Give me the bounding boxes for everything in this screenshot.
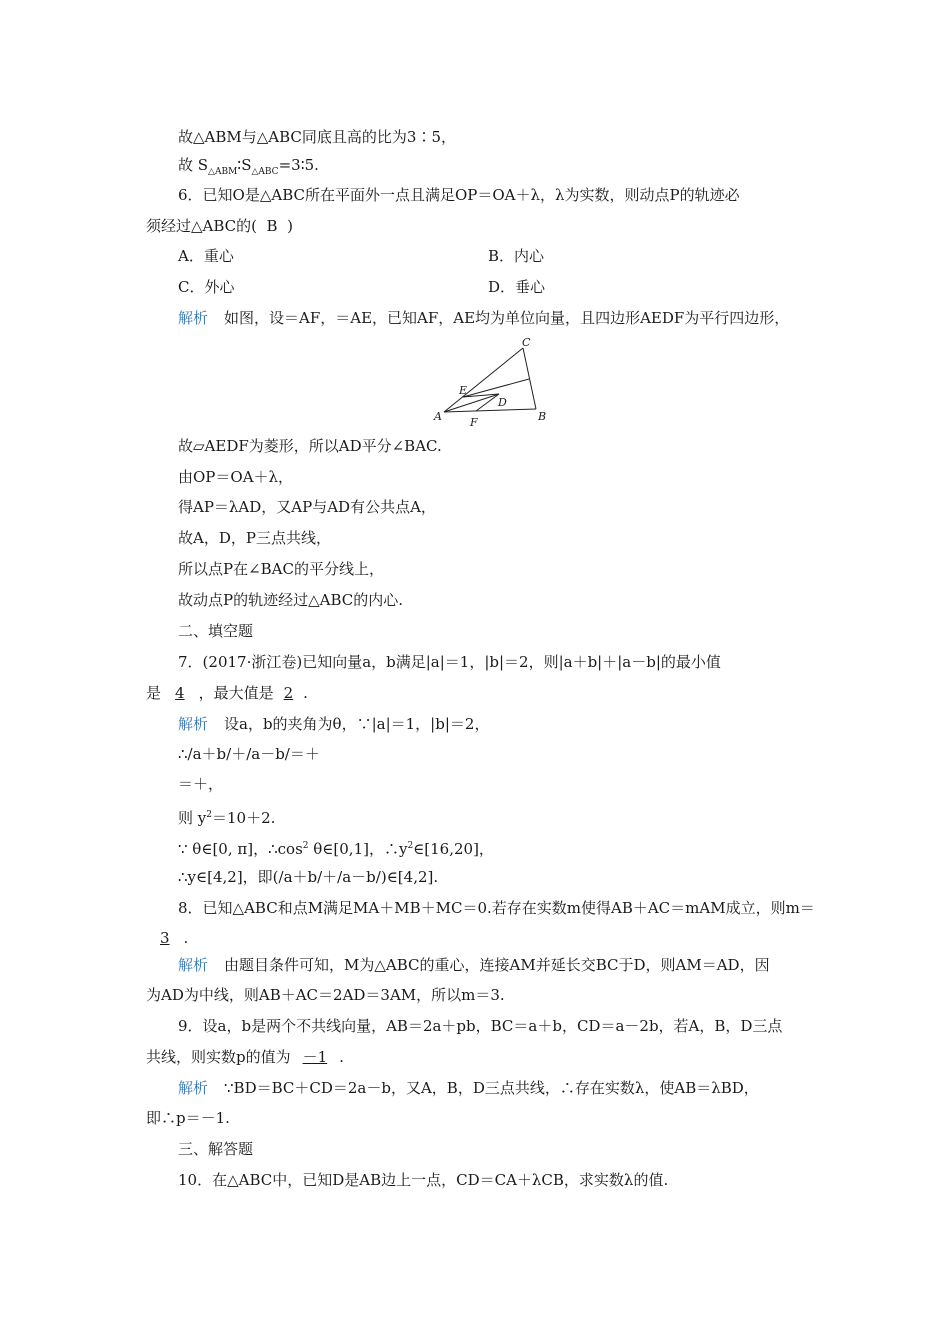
jiexi-label: 解析 — [178, 309, 209, 327]
subscript: △ABM — [208, 167, 238, 177]
solution-6-line: 故动点P的轨迹经过△ABC的内心. — [178, 591, 404, 609]
triangle-figure — [430, 336, 560, 428]
answer-blank: 2 — [283, 684, 294, 702]
side-ab — [444, 409, 536, 412]
solution-8-line: 为AD为中线，则AB＋AC＝2AD＝3AM，所以m＝3. — [146, 986, 505, 1004]
text-fragment: 须经过△ABC的( — [146, 217, 257, 235]
fd-segment — [476, 394, 499, 411]
solution-7-line — [178, 835, 494, 860]
question-7-text — [146, 682, 308, 704]
text-line — [178, 154, 319, 183]
question-6-text — [146, 215, 293, 237]
text-fragment: . — [303, 684, 308, 702]
section-heading: 三、解答题 — [178, 1140, 254, 1158]
choice-b: B．内心 — [488, 247, 545, 265]
text-fragment: 共线，则实数p的值为 — [146, 1048, 291, 1066]
solution-7 — [178, 713, 489, 735]
superscript: 2 — [302, 841, 309, 851]
side-bc — [523, 348, 536, 409]
solution-9-line: 即∴p＝－1. — [146, 1109, 230, 1127]
text-fragment: θ∈[0,1]，∴y — [308, 840, 408, 858]
label-b: B — [538, 410, 547, 423]
text-fragment: 由题目条件可知，M为△ABC的重心，连接AM并延长交BC于D，则AM＝AD，因 — [224, 956, 770, 974]
solution-6-line: 故A，D，P三点共线， — [178, 529, 331, 547]
question-8-text — [146, 927, 188, 949]
answer-blank: 3 — [160, 929, 170, 947]
side-ac — [444, 348, 523, 412]
question-9-text — [146, 1046, 344, 1068]
text-fragment: ∈[16,20]， — [413, 840, 494, 858]
label-a: A — [434, 410, 442, 423]
section-heading: 二、填空题 — [178, 622, 254, 640]
text-fragment: . — [183, 929, 189, 947]
solution-9 — [178, 1077, 759, 1099]
text-fragment: ，最大值是 — [198, 684, 274, 702]
solution-7-line: ＝＋， — [178, 775, 224, 793]
label-f: F — [470, 416, 478, 428]
text-fragment: ＝10＋2. — [211, 809, 276, 827]
question-10-text: 10．在△ABC中，已知D是AB边上一点，CD＝CA＋λCB，求实数λ的值. — [178, 1171, 669, 1189]
solution-7-line: ∴/a＋b/＋/a－b/＝＋ — [178, 745, 320, 763]
jiexi-label: 解析 — [178, 715, 209, 733]
text-fragment: =3∶5. — [278, 156, 319, 174]
answer-blank: －1 — [302, 1048, 328, 1066]
question-9-text: 9．设a，b是两个不共线向量，AB＝2a＋pb，BC＝a＋b，CD＝a－2b，若A，B，D三点 — [178, 1017, 783, 1035]
text-fragment: ∵BD＝BC＋CD＝2a－b，又A，B，D三点共线，∴存在实数λ，使AB＝λBD， — [224, 1079, 759, 1097]
label-e: E — [459, 384, 468, 397]
text-fragment: 则 y — [178, 809, 207, 827]
solution-7-line: ∴y∈[4,2]，即(/a＋b/＋/a－b/)∈[4,2]. — [178, 868, 439, 886]
answer: B — [266, 217, 278, 235]
text-fragment: ) — [287, 217, 293, 235]
text-fragment: 是 — [146, 684, 162, 702]
solution-7-line — [178, 804, 275, 829]
text-fragment: 故 S — [178, 156, 209, 174]
solution-6-line: 故▱AEDF为菱形，所以AD平分∠BAC. — [178, 437, 442, 455]
solution-6-line: 由OP＝OA＋λ， — [178, 468, 294, 486]
jiexi-label: 解析 — [178, 1079, 209, 1097]
text-fragment: ∵ θ∈[0, π]，∴cos — [178, 840, 303, 858]
subscript: △ABC — [251, 167, 279, 177]
question-6-text: 6．已知O是△ABC所在平面外一点且满足OP＝OA＋λ，λ为实数，则动点P的轨迹必 — [178, 186, 740, 204]
solution-8 — [178, 954, 770, 976]
answer-blank: 4 — [175, 684, 185, 702]
text-fragment: 如图，设＝AF，＝AE，已知AF，AE均为单位向量，且四边形AEDF为平行四边形， — [224, 309, 790, 327]
question-8-text: 8．已知△ABC和点M满足MA＋MB＋MC＝0.若存在实数m使得AB＋AC＝mAM成立，则m＝ — [178, 899, 815, 917]
solution-6-line: 得AP＝λAD，又AP与AD有公共点A， — [178, 498, 436, 516]
text-fragment: 设a，b的夹角为θ，∵|a|＝1，|b|＝2， — [224, 715, 490, 733]
solution-6-line: 所以点P在∠BAC的平分线上， — [178, 560, 384, 578]
text-fragment: ∶S — [237, 156, 252, 174]
choice-d: D．垂心 — [488, 278, 546, 296]
superscript: 2 — [206, 810, 212, 820]
superscript: 2 — [407, 841, 414, 851]
label-c: C — [522, 336, 531, 349]
label-d: D — [498, 396, 507, 409]
text-line: 故△ABM与△ABC同底且高的比为3∶5， — [178, 128, 456, 146]
text-fragment: . — [339, 1048, 344, 1066]
jiexi-label: 解析 — [178, 956, 209, 974]
solution-6 — [178, 307, 789, 329]
question-7-text: 7．(2017·浙江卷)已知向量a，b满足|a|＝1，|b|＝2，则|a＋b|＋|a－b|的最小值 — [178, 653, 721, 671]
choice-a: A．重心 — [178, 247, 234, 265]
choice-c: C．外心 — [178, 278, 235, 296]
